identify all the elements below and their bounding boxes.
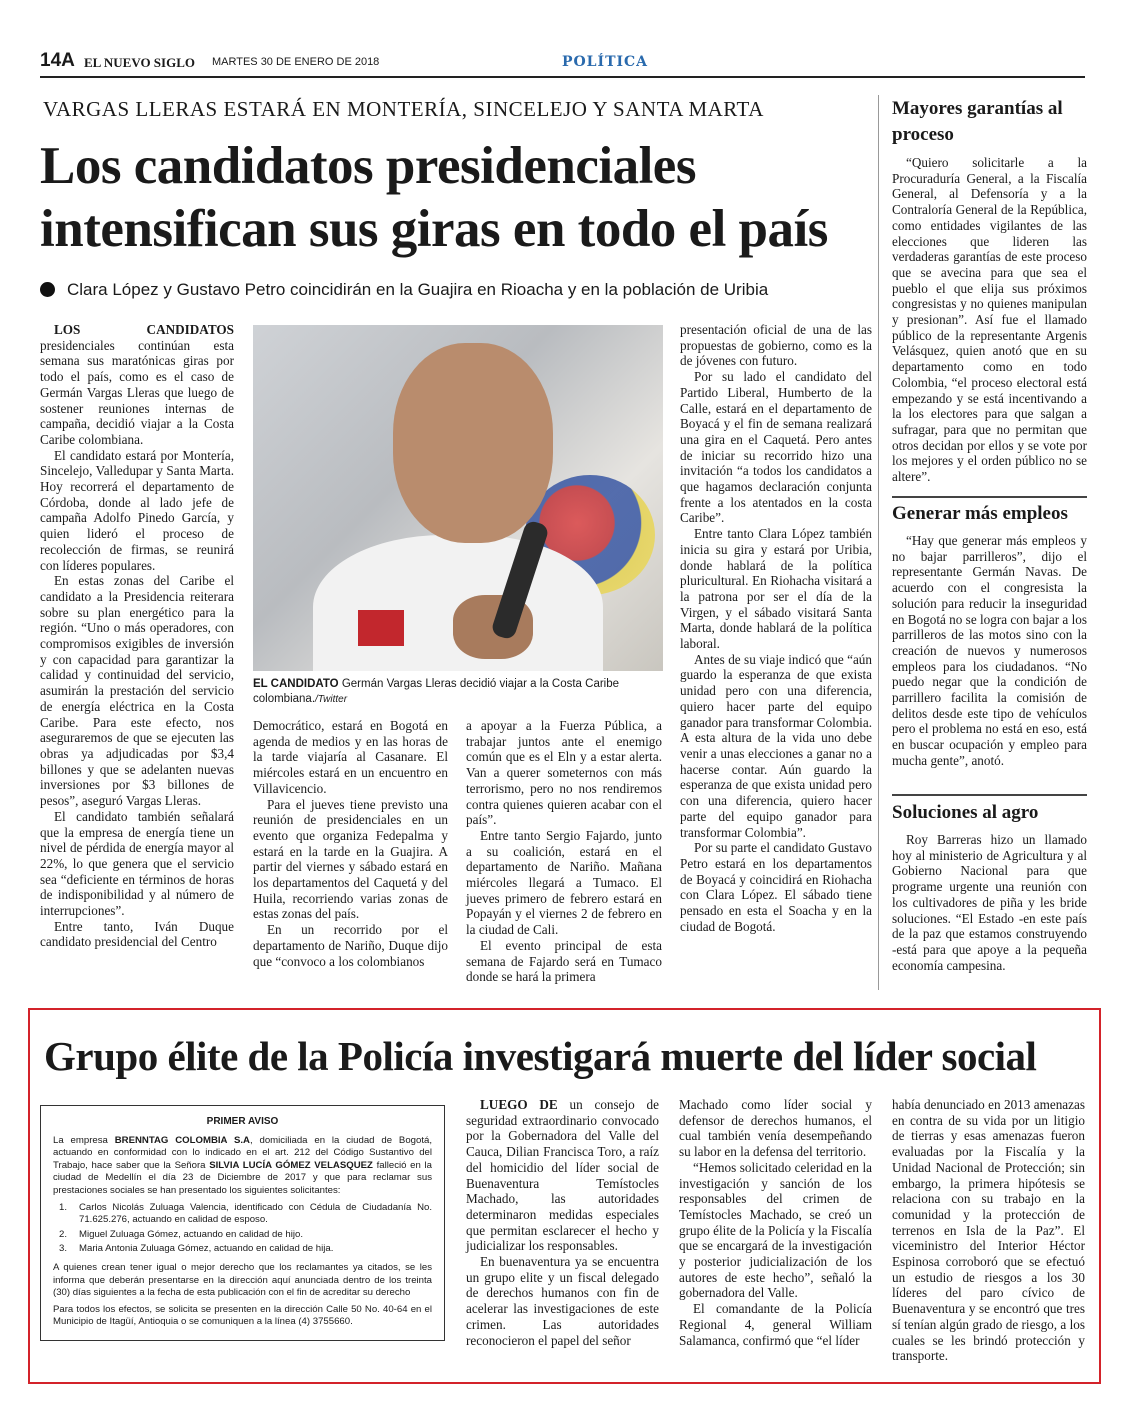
caption-text: Germán Vargas Lleras decidió viajar a la Costa Caribe colombiana.	[253, 678, 620, 705]
article-headline	[40, 135, 880, 261]
box-column-2	[679, 1097, 872, 1348]
bullet-icon	[40, 282, 55, 297]
sidebar-heading: Soluciones al agro	[892, 802, 1039, 823]
section-name: POLÍTICA	[561, 54, 649, 70]
notice-list-item	[59, 1229, 432, 1242]
sidebar-text	[892, 832, 1087, 973]
head-shape	[393, 343, 553, 543]
paragraph: Entre tanto, Iván Duque candidato presidencial del Centro	[40, 918, 234, 950]
lead-in: LUEGO DE	[480, 1097, 558, 1112]
sidebar-heading: Mayores garantías al proceso	[892, 98, 1063, 145]
column-divider	[878, 95, 879, 990]
logo-badge-icon	[358, 610, 404, 646]
paragraph: El candidato también señalará que la empresa de energía tiene un nivel de pérdida de energía mayor al 22%, lo que genera que el servicio sea “deficiente en términos de horas de indisponibilidad y al número de interrupciones”.	[40, 808, 234, 919]
box-headline: Grupo élite de la Policía investigará muerte del líder social	[44, 1033, 1037, 1079]
item-text: Carlos Nicolás Zuluaga Valencia, identificado con Cédula de Ciudadanía No. 71.625.276, actuando en calidad de esposo.	[79, 1201, 432, 1226]
paragraph: Democrático, estará en Bogotá en agenda de medios y en las horas de la tarde viajaría al Casanare. El miércoles estará en un encuentro en Villavicencio.	[253, 718, 448, 796]
caption-lead: EL CANDIDATO	[253, 678, 339, 690]
issue-date: MARTES 30 DE ENERO DE 2018	[212, 56, 380, 68]
paragraph: Por su lado el candidato del Partido Liberal, Humberto de la Calle, estará en el departamento de Boyacá y el fin de semana realizará una gira en el Caquetá. Pero antes de iniciar su recorrido hizo una invitación “a todos los candidatos a que hagamos declaración conjunta frente a los atentados en la costa Caribe”.	[680, 369, 872, 526]
paragraph: Roy Barreras hizo un llamado hoy al ministerio de Agricultura y al Gobierno Nacional para que programe urgente una reunión con los cultivadores de piña y les bride soluciones. “El Estado -en este país de la paz que estamos construyendo -está para que apoye a la pequeña economía campesina.	[892, 832, 1087, 973]
box-column-3	[892, 1097, 1085, 1364]
article-column-4	[680, 322, 872, 934]
paragraph: había denunciado en 2013 amenazas en contra de su vida por un litigio de tierras y esas amenazas fueron evaluadas por la Fiscalía y la Unidad Nacional de Protección; sin embargo, la primera hipótesis se relaciona con su trabajo en la comunidad y la protección de terrenos en Isla de la Paz”. El viceministro del Interior Héctor Espinosa corroboró que se efectuó un estudio de riesgos a los 30 líderes del paro cívico de Buenaventura y se encontró que tres sí tenían algún grado de riesgo, a los cuales se les brindó protección y transporte.	[892, 1097, 1085, 1364]
notice-list-item	[59, 1202, 432, 1227]
paragraph: En buenaventura ya se encuentra un grupo elite y un fiscal delegado de derechos humanos con fin de acelerar las investigaciones de este crimen. Las autoridades reconocieron el papel del señor	[466, 1254, 659, 1348]
paragraph: En un recorrido por el departamento de Nariño, Duque dijo que “convoco a los colombianos	[253, 922, 448, 969]
item-text: Maria Antonia Zuluaga Gómez, actuando en calidad de hija.	[79, 1243, 334, 1255]
paragraph: presentación oficial de una de las propuestas de gobierno, como es la de jóvenes con futuro.	[680, 322, 872, 369]
sidebar-text	[892, 533, 1087, 769]
notice-text: La empresa	[53, 1134, 115, 1146]
article-column-3	[466, 718, 662, 985]
paragraph: a apoyar a la Fuerza Pública, a trabajar juntos ante el enemigo común que es el Eln y a estar alerta. Van a querer someternos con más terrorismo, pero no nos rendiremos contra quienes quieren acabar con el país”.	[466, 718, 662, 828]
subhead-text: Clara López y Gustavo Petro coincidirán en la Guajira en Rioacha y en la población de Uribia	[67, 280, 769, 299]
paragraph: El candidato estará por Montería, Sincelejo, Valledupar y Santa Marta. Hoy recorrerá el departamento de Córdoba, donde al lado jefe de campaña Adolfo Pinedo García, y quien lideró el proceso de recolección de firmas, se reunirá con líderes populares.	[40, 447, 234, 573]
notice-paragraph: Para todos los efectos, se solicita se presenten en la dirección Calle 50 No. 40-64 en el Municipio de Itagüí, Antioquia o se comuniquen a la línea (4) 3755660.	[53, 1303, 432, 1328]
notice-text: falleció en la ciudad de Medellín el día 23 de Diciembre de 2017 y que para reclamar sus prestaciones sociales se han presentado los siguientes solicitantes:	[53, 1159, 433, 1196]
notice-title: PRIMER AVISO	[206, 1116, 279, 1127]
paragraph: un consejo de seguridad extraordinario convocado por la Gobernadora del Valle del Cauca, Dilian Francisca Toro, a raíz del homicidio del líder social de Buenaventura Temístocles Machado, las autoridades determinaron medidas especiales que permitan esclarecer el hecho y judicializar los responsables.	[466, 1097, 659, 1254]
page-header	[40, 48, 1085, 78]
paragraph: El evento principal de esta semana de Fajardo será en Tumaco donde se hará la primera	[466, 937, 662, 985]
paragraph: El comandante de la Policía Regional 4, general William Salamanca, confirmó que “el líder	[679, 1301, 872, 1348]
paragraph: presidenciales continúan esta semana sus maratónicas giras por todo el país, como es el caso de Germán Vargas Lleras que luego de sostener reuniones internas de campaña, decidió viajar a la Costa Caribe colombiana.	[40, 337, 234, 447]
notice-paragraph: A quienes crean tener igual o mejor derecho que los reclamantes ya citados, se les informa que deberán presentarse en la dirección aquí anunciada dentro de los treinta (30) días siguientes a la fecha de esta publicación con el fin de acreditar su derecho	[53, 1261, 432, 1299]
article-subhead	[40, 280, 768, 300]
newspaper-name: EL NUEVO SIGLO	[84, 55, 195, 70]
notice-paragraph	[53, 1135, 432, 1198]
candidate-photo	[253, 325, 663, 671]
paragraph: Para el jueves tiene previsto una reunión de presidenciales en un evento que organiza Fedepalma y estará en la tarde en la Guajira. A partir del viernes y sábado estará en los departamentos del Caquetá y del Huila, recorriendo varias zonas de estas zonas del país.	[253, 796, 448, 922]
sidebar-divider	[892, 496, 1087, 498]
headline-line-2: intensifican sus giras en todo el país	[40, 200, 828, 258]
item-number: 2.	[59, 1228, 68, 1240]
notice-person: SILVIA LUCÍA GÓMEZ VELASQUEZ	[209, 1159, 373, 1171]
headline-line-1: Los candidatos presidenciales	[40, 137, 696, 195]
paragraph: Entre tanto Clara López también inicia su gira y estará por Uribia, donde hablará de la política pluricultural. En Riohacha visitará a la patrona por ser el día de la Virgen, y el sábado visitará Santa Marta, donde hablará de la política laboral.	[680, 526, 872, 652]
paragraph: “Quiero solicitarle a la Procuraduría General, a la Fiscalía General, al Defensoría y a la Contraloría General de la República, como entidades vigilantes de las elecciones que lideren las verdaderas garantías de este proceso que se avecina para que sea el pueblo el que elija sus próximos congresistas y no quienes manipulan y presionan”. Así fue el llamado público de la representante Argenis Velásquez, quien anotó que en su departamento como en todo Colombia, “el proceso electoral está empezando y se está incentivando a la los electores para que salgan a sufragar, para que no permitan que otros decidan por ellos y se vote por los mejores y el orden público no se altere”.	[892, 155, 1087, 485]
paragraph: “Hay que generar más empleos y no bajar parrilleros”, dijo el representante Germán Navas. De acuerdo con el congresista la solución para reducir la inseguridad en Bogotá no se logra con bajar a los parrilleros de las motos sino con la creación de nuevos y numerosos empleos para los ciudadanos. “No puedo negar que la condición de parrillero facilita la comisión de delitos desde este tipo de vehículos pero el problema no está en eso, está en buscar ocupación y empleo para mucha gente”, anotó.	[892, 533, 1087, 768]
item-number: 3.	[59, 1243, 68, 1255]
page-number: 14A	[40, 50, 75, 71]
sidebar-text	[892, 155, 1087, 485]
paragraph: Antes de su viaje indicó que “aún guardo la esperanza de que exista unidad pero con una diferencia, quiero hacer parte del equipo ganador para transformar Colombia. A esta altura de la vida uno debe venir a unas elecciones a ganar no a hacerse contar. Aún guardo la esperanza de que exista unidad pero con una diferencia, quiero hacer parte del equipo ganador para transformar Colombia”.	[680, 651, 872, 840]
legal-notice	[40, 1105, 445, 1341]
caption-credit: /Twitter	[315, 694, 348, 705]
box-column-1	[466, 1097, 659, 1348]
paragraph: “Hemos solicitado celeridad en la investigación y sanción de los responsables del crimen de Temístocles Machado, se creó un grupo élite de la Policía y la Fiscalía que se encargará de la investigación y posterior judicialización de los autores de este hecho”, señaló la gobernadora del Valle.	[679, 1159, 872, 1301]
sidebar-heading: Generar más empleos	[892, 503, 1068, 524]
paragraph: Por su parte el candidato Gustavo Petro estará en los departamentos de Boyacá y coincidirá en Riohacha con Clara López. El sábado tiene pensado en esta el Soacha y en la ciudad de Bogotá.	[680, 840, 872, 934]
shirt-shape	[313, 535, 603, 671]
item-text: Miguel Zuluaga Gómez, actuando en calidad de hijo.	[79, 1228, 303, 1240]
paragraph: Entre tanto Sergio Fajardo, junto a su coalición, estará en el departamento de Nariño. Mañana miércoles llegará a Tumaco. El jueves primero de febrero estará en Popayán y el viernes 2 de febrero en la ciudad de Cali.	[466, 827, 662, 938]
item-number: 1.	[59, 1201, 68, 1213]
photo-caption	[253, 677, 663, 707]
notice-list-item	[59, 1243, 432, 1256]
paragraph: Machado como líder social y defensor de derechos humanos, el cual también venía desempeñando su labor en la defensa del territorio.	[679, 1097, 872, 1160]
article-column-2	[253, 718, 448, 969]
paragraph: En estas zonas del Caribe el candidato a la Presidencia reiterara sobre su plan energético para la región. “Uno o más operadores, con compromisos exigibles de inversión y con capacidad para garantizar la calidad y continuidad del servicio, asumirán la prestación del servicio de energía eléctrica en la Costa Caribe. Para este efecto, nos aseguraremos de que se ejecuten las obras ya adjudicadas por $3,4 billones y que se adelanten nuevas inversiones por $3 billones de pesos”, aseguró Vargas Lleras.	[40, 573, 234, 809]
notice-text: , domiciliada en la ciudad de Bogotá, actuando en conformidad con lo indicado en el art. 212 del Código Sustantivo del Trabajo, hace saber que la Señora	[53, 1134, 432, 1171]
sidebar-divider	[892, 794, 1087, 796]
notice-company: BRENNTAG COLOMBIA S.A	[114, 1134, 250, 1146]
lead-in: LOS CANDIDATOS	[54, 322, 234, 337]
article-kicker: VARGAS LLERAS ESTARÁ EN MONTERÍA, SINCELEJO Y SANTA MARTA	[43, 97, 764, 121]
article-column-1	[40, 322, 234, 950]
